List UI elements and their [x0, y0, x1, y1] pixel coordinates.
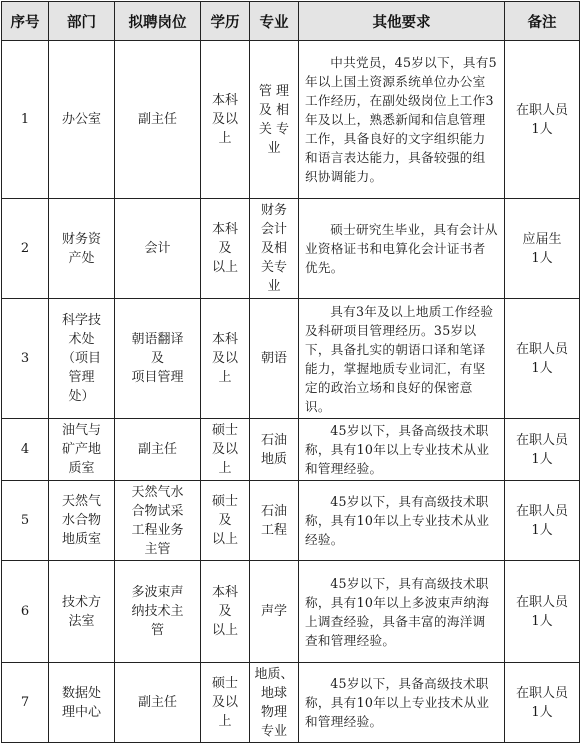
cell-edu: 硕士 及以 上	[201, 663, 250, 743]
header-edu: 学历	[201, 2, 250, 41]
cell-dept: 办公室	[49, 41, 115, 199]
table-row	[2, 299, 580, 419]
cell-no: 6	[2, 561, 49, 663]
cell-post: 天然气水 合物试采 工程业务 主管	[115, 481, 201, 561]
cell-requirements: 中共党员，45岁以下，具有5年以上国土资源系统单位办公室工作经历，在副处级岗位上工作3年及以上，熟悉新闻和信息管理工作，具备良好的文字组织能力和语言表达能力，具备较强的组织协调能力。	[299, 41, 505, 199]
cell-requirements: 45岁以下，具备高级技术职称，具有10年以上专业技术从业和管理经验。	[299, 663, 505, 743]
header-post: 拟聘岗位	[115, 2, 201, 41]
cell-post: 会计	[115, 199, 201, 299]
header-requirements: 其他要求	[299, 2, 505, 41]
cell-remark: 在职人员 1人	[505, 561, 580, 663]
cell-remark: 在职人员 1人	[505, 41, 580, 199]
cell-edu: 硕士 及以 上	[201, 419, 250, 481]
cell-major: 石油 工程	[250, 481, 299, 561]
header-dept: 部门	[49, 2, 115, 41]
cell-major: 财务 会计 及相 关专 业	[250, 199, 299, 299]
header-no: 序号	[2, 2, 49, 41]
cell-dept: 科学技 术处 （项目 管理 处）	[49, 299, 115, 419]
cell-edu: 硕士 及 以上	[201, 481, 250, 561]
cell-major: 管 理 及 相 关 专 业	[250, 41, 299, 199]
header-major: 专业	[250, 2, 299, 41]
cell-edu: 本科 及以 上	[201, 41, 250, 199]
cell-remark: 应届生 1人	[505, 199, 580, 299]
cell-requirements: 硕士研究生毕业，具有会计从业资格证书和电算化会计证书者优先。	[299, 199, 505, 299]
cell-edu: 本科 及以 上	[201, 299, 250, 419]
cell-dept: 财务资 产处	[49, 199, 115, 299]
cell-major: 石油 地质	[250, 419, 299, 481]
header-remark: 备注	[505, 2, 580, 41]
table-row	[2, 419, 580, 481]
table-row	[2, 41, 580, 199]
cell-post: 副主任	[115, 41, 201, 199]
cell-post: 副主任	[115, 419, 201, 481]
cell-remark: 在职人员 1人	[505, 299, 580, 419]
cell-requirements: 45岁以下，具有高级技术职称，具有10年以上多波束声纳海上调查经验，具备丰富的海洋调查和管理经验。	[299, 561, 505, 663]
cell-no: 3	[2, 299, 49, 419]
cell-no: 5	[2, 481, 49, 561]
cell-dept: 天然气 水合物 地质室	[49, 481, 115, 561]
cell-remark: 在职人员 1人	[505, 663, 580, 743]
cell-major: 地质、 地球 物理 专业	[250, 663, 299, 743]
cell-major: 声学	[250, 561, 299, 663]
header-row	[2, 2, 580, 41]
cell-major: 朝语	[250, 299, 299, 419]
cell-requirements: 45岁以下，具有高级技术职称，具有10年以上专业技术从业经验。	[299, 481, 505, 561]
cell-requirements: 45岁以下，具备高级技术职称，具有10年以上专业技术从业和管理经验。	[299, 419, 505, 481]
document-page	[1, 1, 580, 743]
table-row	[2, 561, 580, 663]
cell-edu: 本科 及 以上	[201, 199, 250, 299]
cell-post: 副主任	[115, 663, 201, 743]
cell-no: 2	[2, 199, 49, 299]
recruitment-table	[1, 1, 580, 743]
cell-remark: 在职人员 1人	[505, 481, 580, 561]
table-row	[2, 481, 580, 561]
cell-dept: 技术方 法室	[49, 561, 115, 663]
cell-edu: 本科 及 以上	[201, 561, 250, 663]
cell-remark: 在职人员 1人	[505, 419, 580, 481]
cell-no: 7	[2, 663, 49, 743]
cell-requirements: 具有3年及以上地质工作经验及科研项目管理经历。35岁以下，具备扎实的朝语口译和笔译能力，掌握地质专业词汇，有坚定的政治立场和良好的保密意识。	[299, 299, 505, 419]
table-row	[2, 663, 580, 743]
cell-post: 多波束声 纳技术主 管	[115, 561, 201, 663]
cell-dept: 油气与 矿产地 质室	[49, 419, 115, 481]
cell-no: 4	[2, 419, 49, 481]
table-row	[2, 199, 580, 299]
cell-post: 朝语翻译 及 项目管理	[115, 299, 201, 419]
cell-no: 1	[2, 41, 49, 199]
cell-dept: 数据处 理中心	[49, 663, 115, 743]
